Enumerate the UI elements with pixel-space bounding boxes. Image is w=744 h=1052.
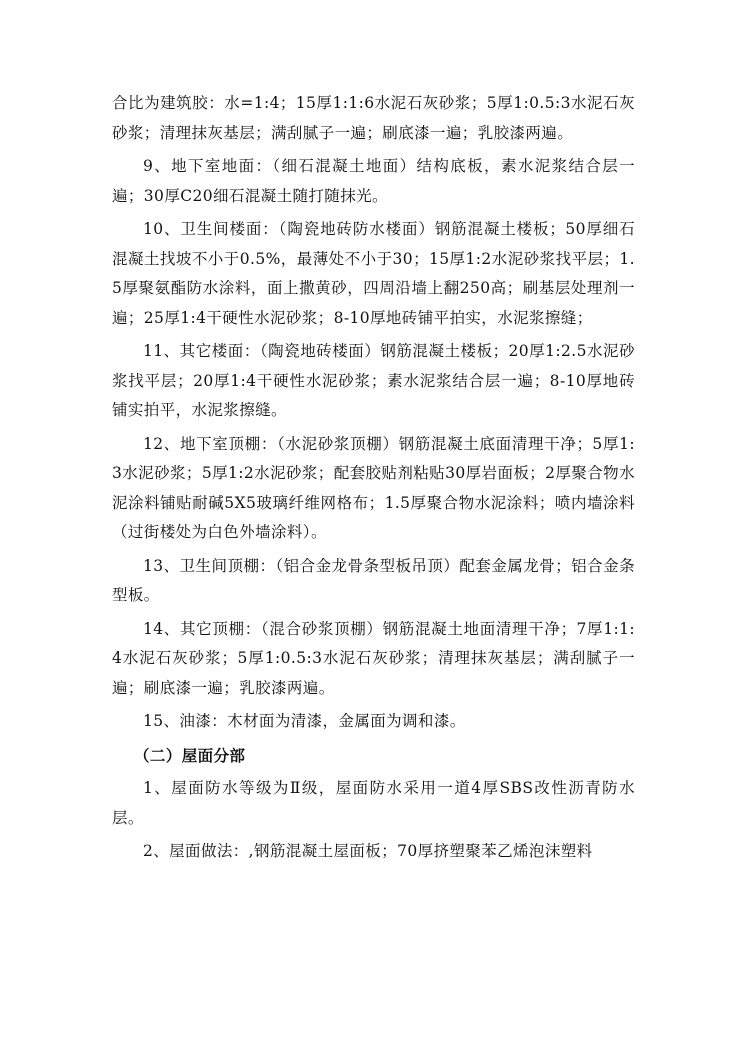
paragraph-item-14: 14、其它顶棚：（混合砂浆顶棚）钢筋混凝土地面清理干净；7厚1:1:4水泥石灰砂浆；5厚1:0.5:3水泥石灰砂浆；清理抹灰基层；满刮腻子一遍；刷底漆一遍；乳胶漆两遍。 (112, 619, 635, 697)
paragraph-continuation: 合比为建筑胶：水=1:4；15厚1:1:6水泥石灰砂浆；5厚1:0.5:3水泥石灰砂浆；清理抹灰基层；满刮腻子一遍；刷底漆一遍；乳胶漆两遍。 (112, 94, 635, 142)
document-body (112, 89, 635, 871)
paragraph-roof-item-2: 2、屋面做法：,钢筋混凝土屋面板；70厚挤塑聚苯乙烯泡沫塑料 (143, 842, 593, 860)
section-heading: （二）屋面分部 (134, 745, 246, 765)
paragraph-item-13: 13、卫生间顶棚：（铝合金龙骨条型板吊顶）配套金属龙骨；铝合金条型板。 (112, 556, 635, 604)
paragraph-item-9: 9、地下室地面：（细石混凝土地面）结构底板，素水泥浆结合层一遍；30厚C20细石混凝土随打随抹光。 (112, 157, 635, 205)
paragraph-item-10: 10、卫生间楼面：（陶瓷地砖防水楼面）钢筋混凝土楼板；50厚细石混凝土找坡不小于0.5%，最薄处不小于30；15厚1:2水泥砂浆找平层；1.5厚聚氨酯防水涂料，面上撒黄砂，四周沿墙上翻250高；刷基层处理剂一遍；25厚1:4干硬性水泥砂浆；8-10厚地砖铺平拍实，水泥浆擦缝； (112, 220, 635, 327)
paragraph-roof-item-1: 1、屋面防水等级为Ⅱ级，屋面防水采用一道4厚SBS改性沥青防水层。 (112, 779, 635, 827)
paragraph-item-12: 12、地下室顶棚：（水泥砂浆顶棚）钢筋混凝土底面清理干净；5厚1:3水泥砂浆；5厚1:2水泥砂浆；配套胶贴剂粘贴30厚岩面板；2厚聚合物水泥涂料铺贴耐碱5X5玻璃纤维网格布；1.5厚聚合物水泥涂料；喷内墙涂料（过街楼处为白色外墙涂料）。 (112, 434, 635, 541)
paragraph-item-15: 15、油漆：木材面为清漆，金属面为调和漆。 (143, 712, 466, 730)
paragraph-item-11: 11、其它楼面：（陶瓷地砖楼面）钢筋混凝土楼板；20厚1:2.5水泥砂浆找平层；20厚1:4干硬性水泥砂浆；素水泥浆结合层一遍；8-10厚地砖铺实拍平，水泥浆擦缝。 (112, 342, 635, 419)
